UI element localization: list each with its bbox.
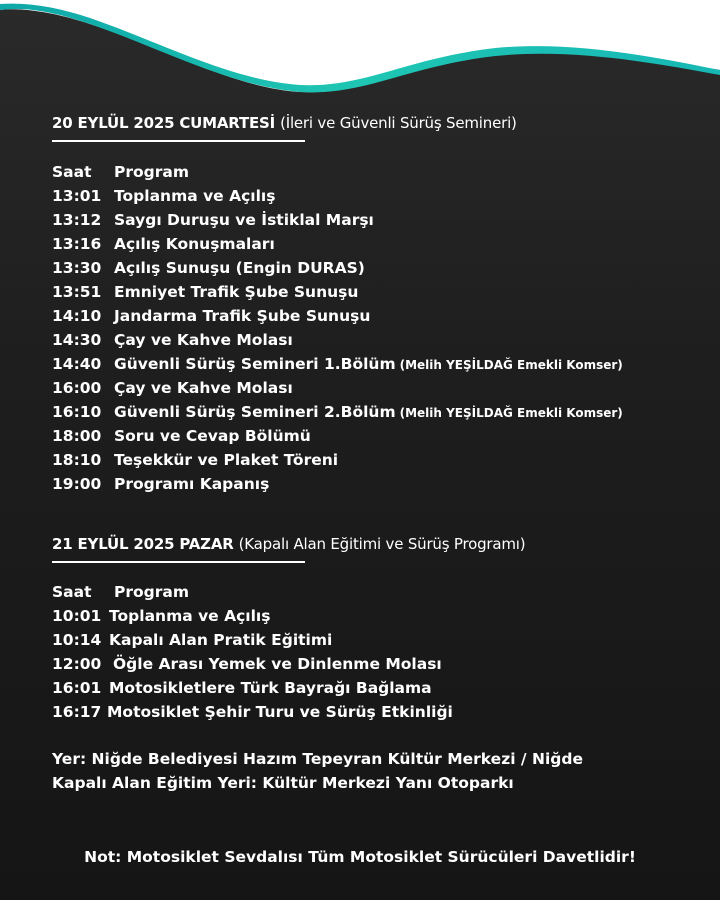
day1-item <box>52 232 275 256</box>
invitation-note: Not: Motosiklet Sevdalısı Tüm Motosiklet Sürücüleri Davetlidir! <box>84 848 636 866</box>
day1-underline <box>52 140 305 142</box>
day1-heading-date: 20 EYLÜL 2025 CUMARTESİ <box>52 114 276 132</box>
item-label: Çay ve Kahve Molası <box>114 379 293 397</box>
col-time: Saat <box>52 163 92 181</box>
item-label: Çay ve Kahve Molası <box>114 331 293 349</box>
item-time: 19:00 <box>52 475 102 493</box>
col-time: Saat <box>52 583 92 601</box>
col-program: Program <box>114 583 190 601</box>
item-time: 18:10 <box>52 451 102 469</box>
item-label: Jandarma Trafik Şube Sunuşu <box>114 307 371 325</box>
item-time: 14:30 <box>52 331 102 349</box>
day1-item <box>52 328 293 352</box>
col-program: Program <box>114 163 190 181</box>
day1-item <box>52 352 623 376</box>
item-time: 16:01 <box>52 679 102 697</box>
day1-column-header <box>52 160 189 184</box>
item-label: Soru ve Cevap Bölümü <box>114 427 311 445</box>
item-time: 13:30 <box>52 259 102 277</box>
day1-item <box>52 472 269 496</box>
item-speaker-note: (Melih YEŞİLDAĞ Emekli Komser) <box>399 358 623 372</box>
item-time: 10:14 <box>52 631 102 649</box>
item-time: 13:16 <box>52 235 102 253</box>
item-time: 10:01 <box>52 607 102 625</box>
day1-item <box>52 400 623 424</box>
item-speaker-note: (Melih YEŞİLDAĞ Emekli Komser) <box>399 406 623 420</box>
item-label: Açılış Konuşmaları <box>114 235 275 253</box>
item-label: Programı Kapanış <box>114 475 270 493</box>
item-time: 13:01 <box>52 187 102 205</box>
day2-heading-date: 21 EYLÜL 2025 PAZAR <box>52 535 234 553</box>
item-label: Toplanma ve Açılış <box>109 607 271 625</box>
day2-item <box>52 676 432 700</box>
item-time: 16:10 <box>52 403 102 421</box>
day1-item <box>52 424 311 448</box>
venue-training-area: Kapalı Alan Eğitim Yeri: Kültür Merkezi Yanı Otoparkı <box>52 774 514 792</box>
day1-heading <box>52 114 517 132</box>
item-label: Saygı Duruşu ve İstiklal Marşı <box>114 211 374 229</box>
day2-column-header <box>52 580 189 604</box>
day1-item <box>52 184 275 208</box>
day1-item <box>52 280 358 304</box>
day2-item <box>52 604 270 628</box>
item-time: 18:00 <box>52 427 102 445</box>
item-label: Öğle Arası Yemek ve Dinlenme Molası <box>113 655 442 673</box>
day1-item <box>52 208 374 232</box>
item-label: Kapalı Alan Pratik Eğitimi <box>109 631 333 649</box>
day2-item <box>52 652 442 676</box>
day1-heading-subtitle: (İleri ve Güvenli Sürüş Semineri) <box>280 114 517 132</box>
item-label: Motosiklet Şehir Turu ve Sürüş Etkinliği <box>107 703 453 721</box>
day2-item <box>52 700 453 724</box>
day1-item <box>52 376 293 400</box>
day1-item <box>52 256 365 280</box>
venue-location: Yer: Niğde Belediyesi Hazım Tepeyran Kültür Merkezi / Niğde <box>52 750 583 768</box>
item-time: 13:51 <box>52 283 102 301</box>
item-time: 12:00 <box>52 655 102 673</box>
item-label: Açılış Sunuşu (Engin DURAS) <box>114 259 365 277</box>
decorative-wave <box>0 0 720 110</box>
day2-item <box>52 628 332 652</box>
item-label: Güvenli Sürüş Semineri 2.Bölüm <box>114 403 396 421</box>
item-time: 16:00 <box>52 379 102 397</box>
item-time: 16:17 <box>52 703 102 721</box>
day2-heading <box>52 535 525 553</box>
item-label: Toplanma ve Açılış <box>114 187 276 205</box>
item-time: 14:40 <box>52 355 102 373</box>
item-label: Motosikletlere Türk Bayrağı Bağlama <box>109 679 432 697</box>
item-time: 13:12 <box>52 211 102 229</box>
item-label: Güvenli Sürüş Semineri 1.Bölüm <box>114 355 396 373</box>
day1-item <box>52 448 338 472</box>
day1-item <box>52 304 370 328</box>
item-time: 14:10 <box>52 307 102 325</box>
item-label: Emniyet Trafik Şube Sunuşu <box>114 283 359 301</box>
day2-heading-subtitle: (Kapalı Alan Eğitimi ve Sürüş Programı) <box>238 535 526 553</box>
item-label: Teşekkür ve Plaket Töreni <box>114 451 339 469</box>
day2-underline <box>52 561 305 563</box>
